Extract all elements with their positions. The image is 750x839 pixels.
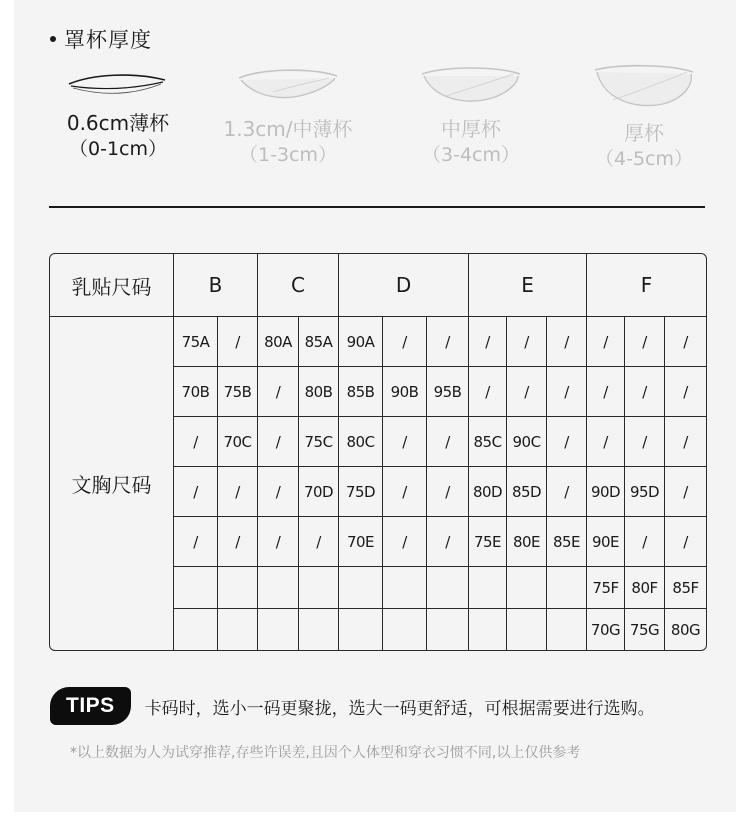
size-cell: 75C	[299, 417, 339, 467]
size-cell: /	[665, 317, 706, 367]
section-title	[50, 24, 152, 54]
size-cell: /	[218, 517, 258, 567]
size-cell	[299, 609, 339, 650]
size-cell: /	[427, 467, 469, 517]
size-cell	[299, 567, 339, 609]
size-cell	[339, 567, 383, 609]
size-cell: 95D	[625, 467, 665, 517]
cup-label: 中厚杯	[441, 117, 501, 141]
size-cell	[547, 609, 587, 650]
tips-row	[50, 687, 655, 725]
size-cell: /	[547, 367, 587, 417]
size-cell: 85A	[299, 317, 339, 367]
size-cell: 75G	[625, 609, 665, 650]
size-cell: /	[587, 317, 625, 367]
size-cell: 70C	[218, 417, 258, 467]
size-cell: /	[665, 417, 706, 467]
size-cell: /	[383, 517, 427, 567]
size-cell: 70E	[339, 517, 383, 567]
size-cell	[174, 609, 218, 650]
cup-label: 厚杯	[624, 121, 664, 145]
size-cell: 80G	[670, 620, 701, 639]
size-cell: /	[258, 517, 299, 567]
size-cell: /	[383, 467, 427, 517]
tips-badge: TIPS	[50, 687, 131, 725]
medium-thick-cup-icon	[416, 62, 526, 108]
size-cell: /	[427, 317, 469, 367]
thick-cup-icon	[589, 62, 699, 112]
size-cell: /	[469, 317, 507, 367]
size-cell: 75E	[469, 517, 507, 567]
cup-option-medium-thin	[203, 62, 373, 168]
size-cell: 90D	[587, 467, 625, 517]
bra-size-label: 文胸尺码	[50, 317, 174, 650]
size-cell: 85B	[339, 367, 383, 417]
size-cell: 80A	[258, 317, 299, 367]
size-cell: 80C	[339, 417, 383, 467]
size-cell: /	[507, 317, 547, 367]
group-header-b: B	[174, 254, 258, 317]
cup-range: （4-5cm）	[595, 148, 693, 170]
size-cell: 90A	[339, 317, 383, 367]
size-cell	[383, 567, 427, 609]
size-cell: /	[218, 317, 258, 367]
group-header-f: F	[587, 254, 706, 317]
size-cell: /	[383, 317, 427, 367]
size-cell: 80E	[507, 517, 547, 567]
divider-line	[49, 206, 705, 208]
size-cell: /	[174, 467, 218, 517]
size-cell: /	[547, 317, 587, 367]
size-cell	[218, 609, 258, 650]
size-cell: /	[469, 367, 507, 417]
size-cell: /	[258, 467, 299, 517]
size-cell	[469, 567, 507, 609]
size-cell: /	[587, 417, 625, 467]
cup-range: （0-1cm）	[69, 138, 167, 160]
size-cell: /	[625, 317, 665, 367]
size-cell: /	[174, 417, 218, 467]
cup-range: （3-4cm）	[422, 144, 520, 166]
cup-label: 1.3cm/中薄杯	[223, 117, 353, 141]
table-header-row	[50, 254, 706, 317]
size-cell: 85F	[665, 567, 706, 609]
size-cell: /	[174, 517, 218, 567]
size-cell	[258, 567, 299, 609]
size-cell: 75D	[339, 467, 383, 517]
size-cell: /	[665, 517, 706, 567]
size-cell	[383, 609, 427, 650]
medium-thin-cup-icon	[233, 62, 343, 108]
size-cell: /	[299, 517, 339, 567]
size-cell: 75B	[218, 367, 258, 417]
size-cell: /	[427, 517, 469, 567]
size-cell: /	[427, 417, 469, 467]
table-row	[50, 317, 706, 367]
size-cell: 85E	[547, 517, 587, 567]
size-cell: 75F	[587, 567, 625, 609]
size-cell: /	[665, 467, 706, 517]
size-cell: 70B	[174, 367, 218, 417]
section-title-text: 罩杯厚度	[64, 28, 152, 52]
cup-option-medium-thick	[386, 62, 556, 168]
size-cell: /	[547, 417, 587, 467]
size-cell: 85D	[507, 467, 547, 517]
size-cell: /	[625, 517, 665, 567]
cup-thickness-options	[0, 62, 750, 172]
size-cell: 90B	[383, 367, 427, 417]
size-cell: /	[625, 417, 665, 467]
size-cell: 85C	[469, 417, 507, 467]
size-cell	[469, 609, 507, 650]
size-cell: /	[383, 417, 427, 467]
size-cell	[339, 609, 383, 650]
size-cell: 80F	[625, 567, 665, 609]
size-cell: /	[587, 367, 625, 417]
cup-option-thick	[559, 62, 729, 172]
size-cell: 95B	[427, 367, 469, 417]
group-header-c: C	[258, 254, 339, 317]
size-cell: /	[218, 467, 258, 517]
thin-cup-icon	[63, 62, 173, 102]
size-cell: 90C	[507, 417, 547, 467]
size-cell: 70G	[587, 609, 625, 650]
size-cell: /	[507, 367, 547, 417]
size-cell: /	[258, 417, 299, 467]
size-cell	[427, 567, 469, 609]
bullet-dot	[50, 36, 56, 42]
cup-option-thin	[33, 62, 203, 162]
size-cell: 80D	[469, 467, 507, 517]
size-cell: /	[547, 467, 587, 517]
cup-range: （1-3cm）	[239, 144, 337, 166]
size-cell	[218, 567, 258, 609]
disclaimer-note: *以上数据为人为试穿推荐,存些许误差,且因个人体型和穿衣习惯不同,以上仅供参考	[70, 745, 581, 761]
size-cell	[507, 609, 547, 650]
size-cell	[547, 567, 587, 609]
group-header-d: D	[339, 254, 469, 317]
tips-text: 卡码时，选小一码更聚拢，选大一码更舒适，可根据需要进行选购。	[144, 698, 655, 719]
cup-label: 0.6cm薄杯	[66, 111, 170, 135]
size-cell: 70D	[299, 467, 339, 517]
group-header-e: E	[469, 254, 587, 317]
size-cell	[258, 609, 299, 650]
size-cell: /	[258, 367, 299, 417]
size-cell: 90E	[587, 517, 625, 567]
size-cell	[427, 609, 469, 650]
size-cell: /	[665, 367, 706, 417]
size-cell: 75A	[174, 317, 218, 367]
size-chart-table	[49, 253, 707, 651]
size-cell	[507, 567, 547, 609]
size-cell: 80B	[299, 367, 339, 417]
size-cell: /	[625, 367, 665, 417]
size-cell	[174, 567, 218, 609]
nipple-cover-size-header: 乳贴尺码	[50, 254, 174, 317]
